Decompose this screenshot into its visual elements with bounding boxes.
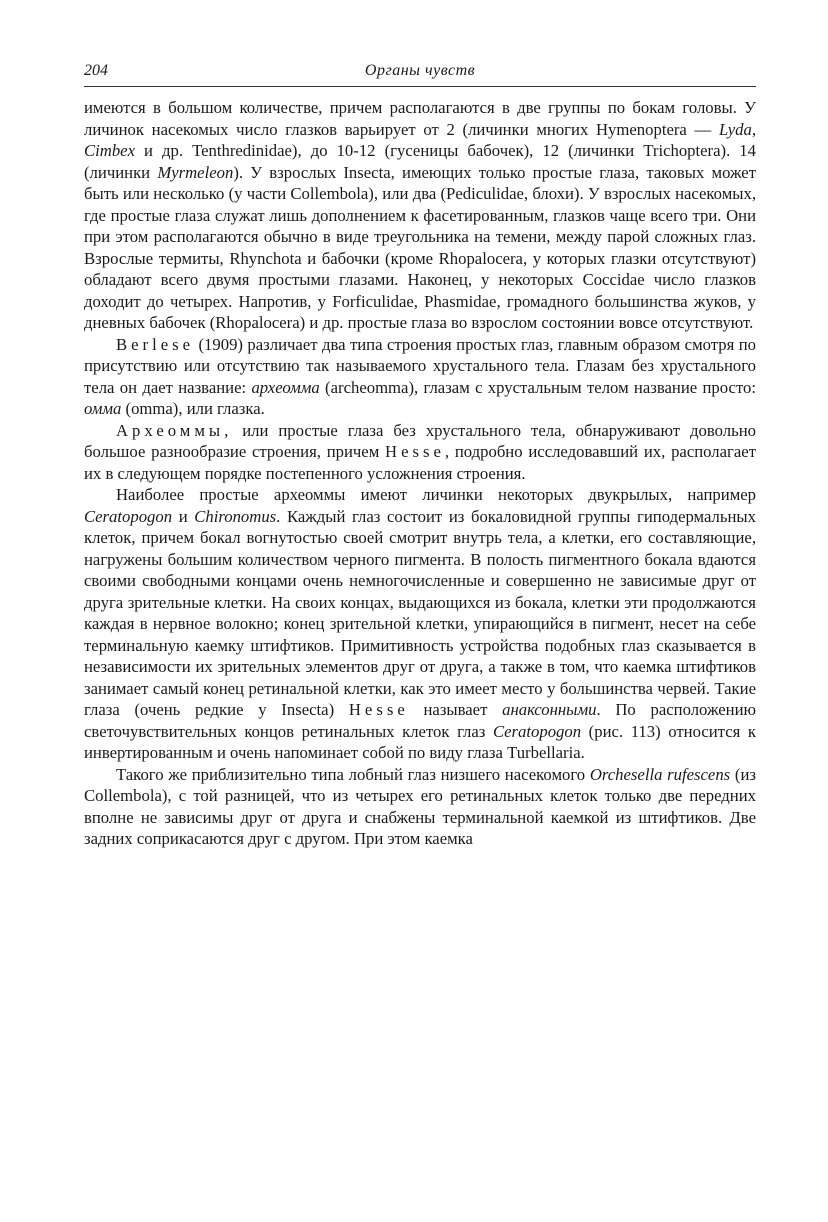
text-run: и <box>172 506 195 526</box>
text-run: . По расположению светочувствительных концов ретинальных клеток глаз <box>84 700 757 741</box>
paragraph-p5 <box>84 764 756 850</box>
paragraph-p2 <box>84 334 756 420</box>
text-run: (рис. 113) относится к инвертированным и очень напоминает собой по виду глаза Turbellaria. <box>84 721 756 762</box>
text-run: . Каждый глаз состоит из бокаловидной группы гиподермальных клеток, причем бокал вогнутостью своей смотрит внутрь тела, а клетки, его составляющие, нагружены большим количеством черного пигмента. В полость пигментного бокала вдаются своими свободными концами очень немногочисленные и совершенно не зависимые друг от друга зрительные клетки. На своих концах, выдающихся из бокала, клетки эти продолжаются каждая в нервное волокно; конец зрительной клетки, упирающийся в пигмент, несет на себе терминальную каемку штифтиков. Примитивность устройства подобных глаз сказывается в независимости их зрительных элементов друг от друга, а также в том, что каемка штифтиков занимает самый конец ретинальной клетки, как это имеет место у большинства червей. Такие глаза (очень редкие у Insecta) <box>84 506 756 719</box>
italic-term: Myrmeleon <box>157 162 234 182</box>
text-run: или простые глаза без хрустального тела, обнаруживают довольно большое разнообразие строения, причем <box>84 420 756 461</box>
text-run: называет <box>408 700 503 719</box>
header-rule <box>84 86 756 87</box>
italic-term: анаксонными <box>502 700 597 719</box>
spaced-name: Berlese <box>116 334 195 354</box>
page-number: 204 <box>84 62 108 79</box>
italic-term: Ceratopogon <box>493 721 582 741</box>
italic-term: омма <box>84 399 122 418</box>
text-run: и др. Tenthredinidae), до 10-12 (гусеницы бабочек), 12 (личинки Trichoptera). 14 (личинки <box>84 141 756 182</box>
text-run: , <box>751 119 756 139</box>
paragraph-p3 <box>84 420 756 485</box>
italic-term: Ceratopogon <box>84 506 173 526</box>
text-run: ). У взрослых Insecta, имеющих только простые глаза, таковых может быть или несколько (у части Collembola), или два (Pediculidae, блохи). У взрослых насекомых, где простые глаза служат лишь дополнением к фасетированным, глазков чаще всего три. Они при этом располагаются обычно в виде треугольника на темени, между парой сложных глаз. Взрослые термиты, Rhynchota и бабочки (кроме Rhopalocera, у которых глазки отсутствуют) обладают всего двумя простыми глазами. Наконец, у некоторых Coccidae число глазков доходит до четырех. Напротив, у Forficulidae, Phasmidae, громадного большинства жуков, у дневных бабочек (Rhopalocera) и др. простые глаза во взрослом состоянии вовсе отсутствуют. <box>84 162 757 332</box>
text-run: (omma), или глазка. <box>121 399 265 418</box>
text-run: , подробно исследовавший их, располагает их в следующем порядке постепенного усложнения строения. <box>84 442 756 483</box>
italic-term: Orchesella rufescens <box>589 764 731 784</box>
page-header <box>84 60 756 86</box>
italic-term: Lyda <box>718 119 752 139</box>
spaced-name: Hesse <box>385 442 445 461</box>
italic-term: Chironomus <box>194 506 277 526</box>
spaced-name: Археоммы, <box>116 420 233 440</box>
paragraph-p4 <box>84 484 756 764</box>
italic-term: археомма <box>251 377 320 397</box>
text-run: (из Collembola), с той разницей, что из четырех его ретинальных клеток только две передних вполне не зависимы друг от друга и снабжены терминальной каемкой из штифтиков. Две задних соприкасаются друг с другом. При этом каемка <box>84 764 756 848</box>
spaced-name: Hesse <box>348 700 409 719</box>
text-run: (archeomma), глазам с хрустальным телом название просто: <box>319 377 756 397</box>
italic-term: Cimbex <box>84 141 135 160</box>
running-title: Органы чувств <box>364 62 476 79</box>
paragraph-p1 <box>84 97 756 334</box>
page-body <box>84 97 756 850</box>
text-run: Наиболее простые археоммы имеют личинки некоторых двукрылых, например <box>116 485 756 504</box>
text-run: (1909) различает два типа строения простых глаз, главным образом смотря по присутствию или отсутствию так называемого хрустального тела. Глазам без хрустального тела он дает название: <box>84 334 756 397</box>
text-run: имеются в большом количестве, причем располагаются в две группы по бокам головы. У личинок насекомых число глазков варьирует от 2 (личинки многих Hymenoptera — <box>84 98 756 139</box>
text-run: Такого же приблизительно типа лобный глаз низшего насекомого <box>116 764 590 784</box>
